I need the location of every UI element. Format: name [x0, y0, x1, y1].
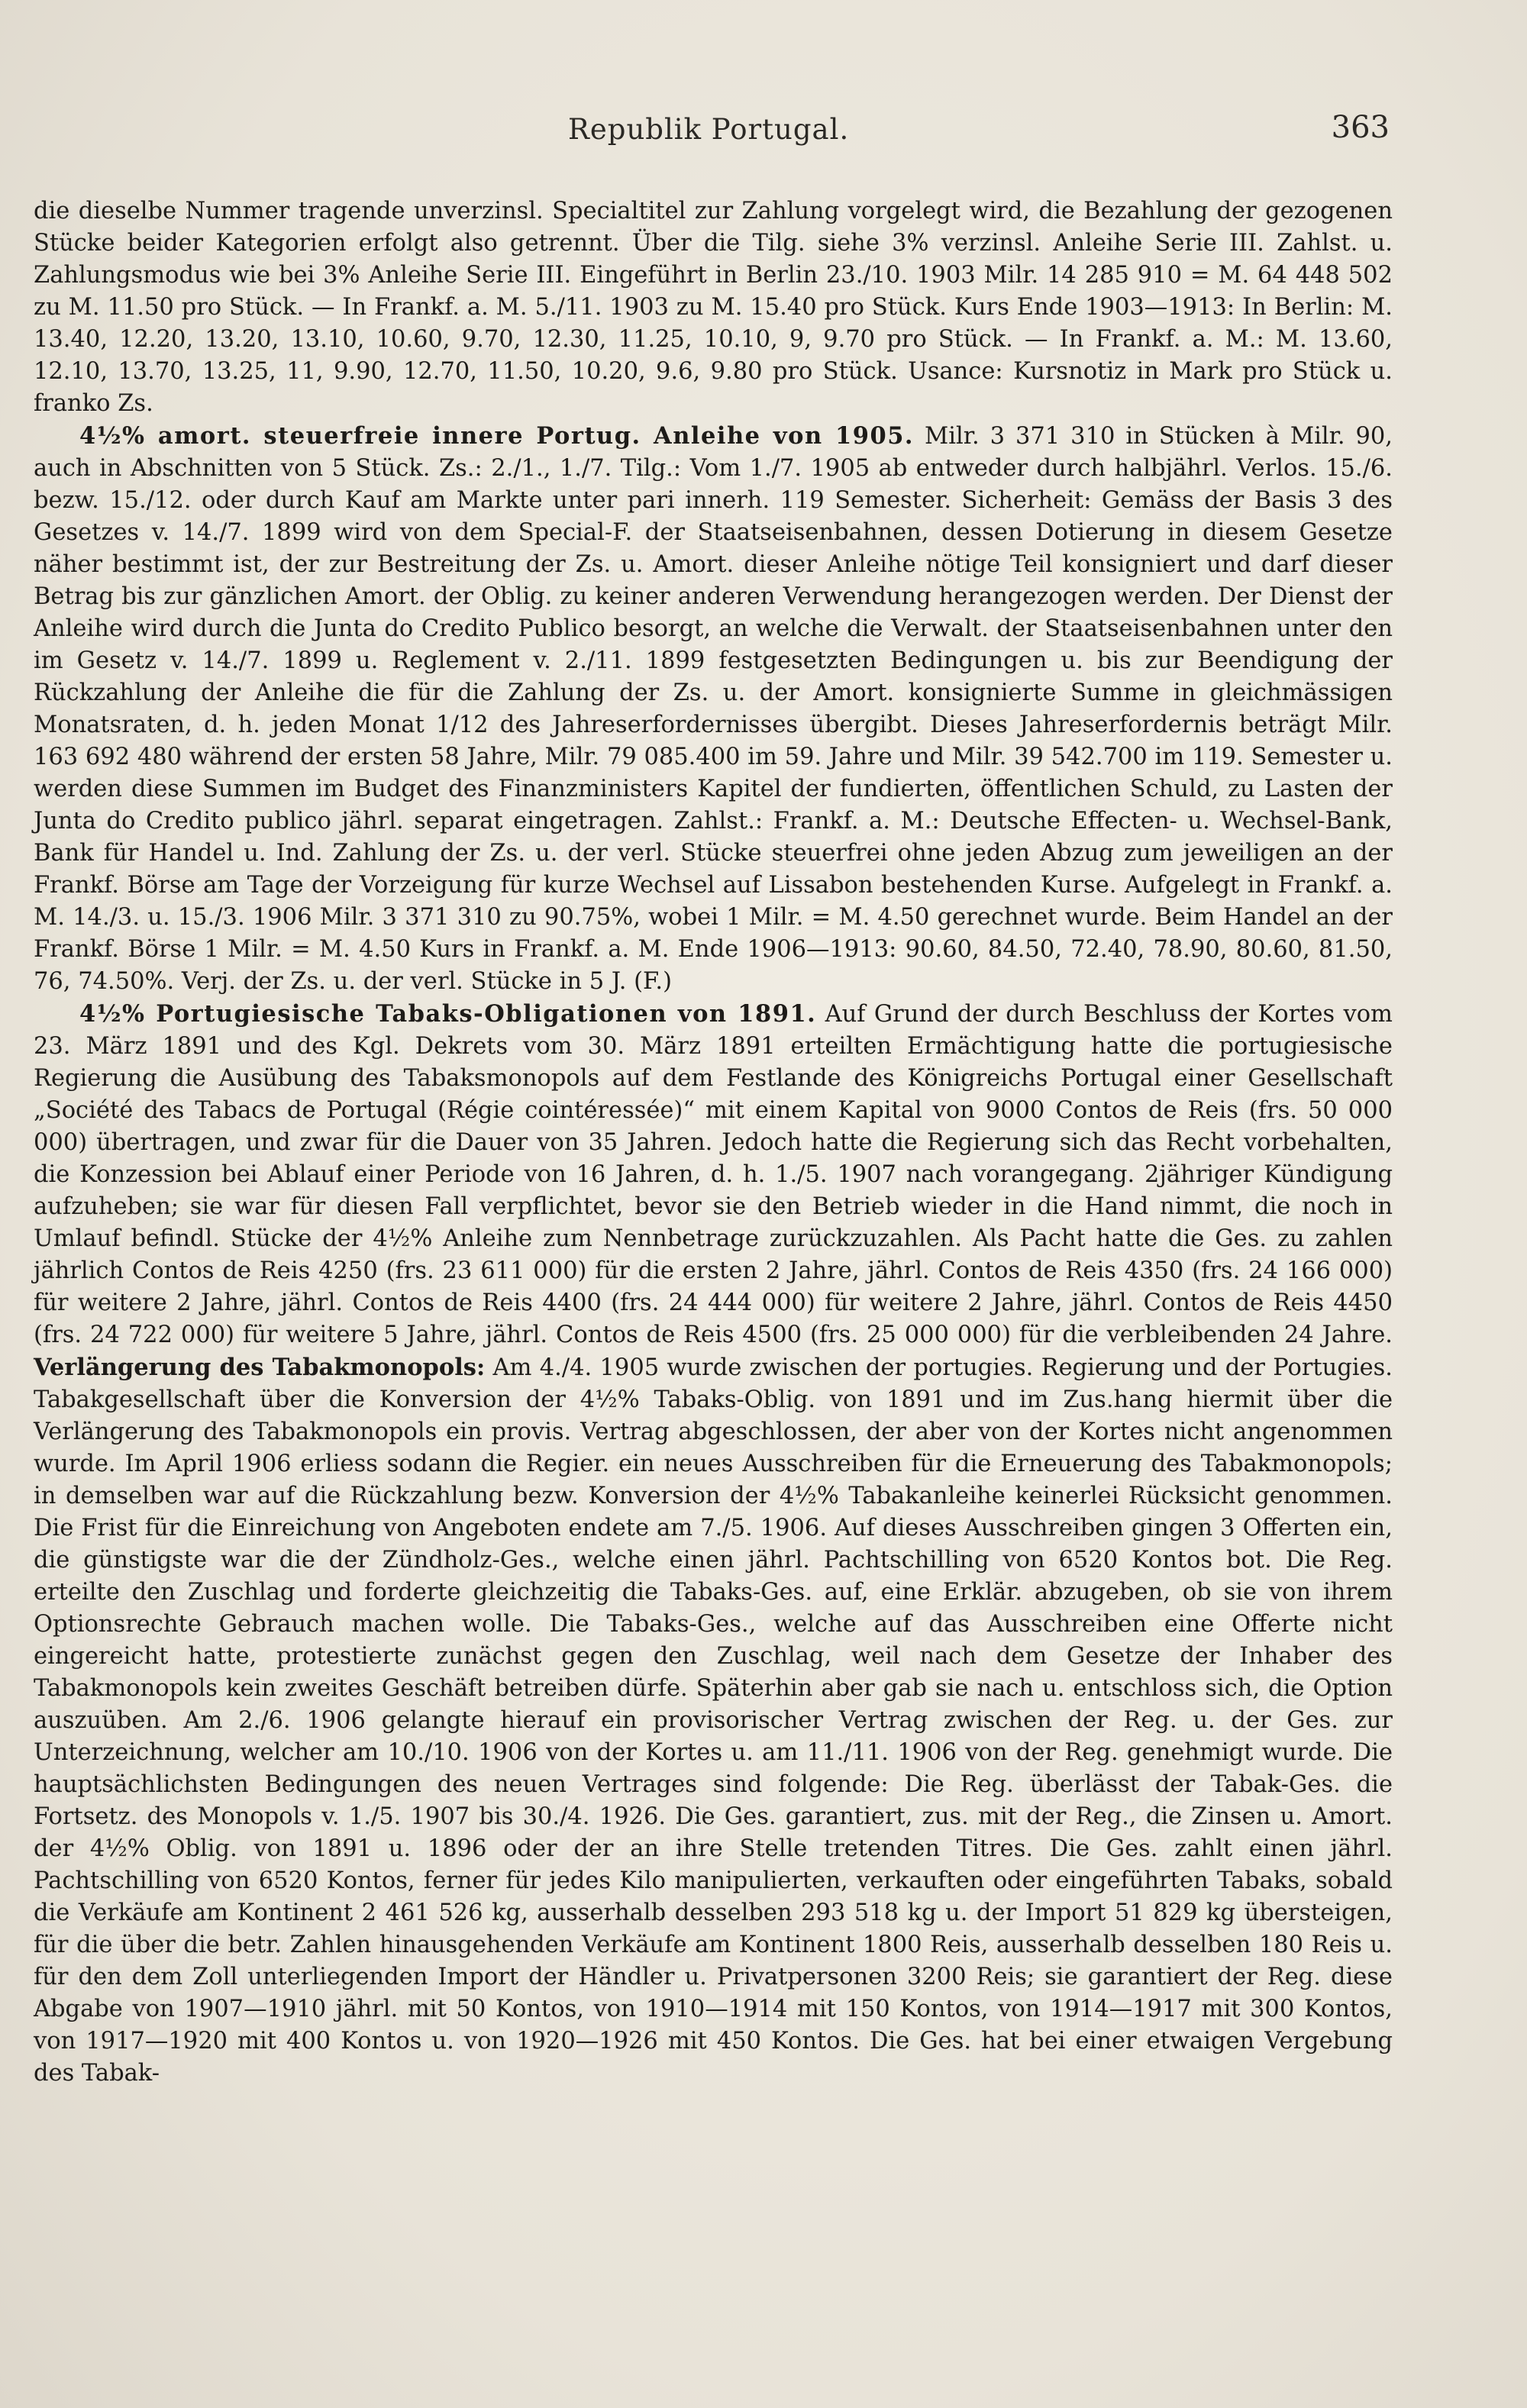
- subheading-verlaengerung: Verlängerung des Tabakmonopols:: [34, 1354, 486, 1381]
- section-heading-tabaks-obligationen: 4½% Portugiesische Tabaks-Obligationen von 1891.: [79, 1000, 817, 1028]
- paragraph-text: Am 4./4. 1905 wurde zwischen der portugies. Regierung und der Portugies. Tabakgesellschaft über die Konversion der 4½% Tabaks-Oblig. von 1891 und im Zus.hang hiermit über die Verlängerung des Tabakmonopols ein provis. Vertrag abgeschlossen, der aber von der Kortes nicht angenommen wurde. Im April 1906 erliess sodann die Regier. ein neues Ausschreiben für die Erneuerung des Tabakmonopols; in demselben war auf die Rückzahlung bezw. Konversion der 4½% Tabakanleihe keinerlei Rücksicht genommen. Die Frist für die Einreichung von Angeboten endete am 7./5. 1906. Auf dieses Ausschreiben gingen 3 Offerten ein, die günstigste war die der Zündholz-Ges., welche einen jährl. Pachtschilling von 6520 Kontos bot. Die Reg. erteilte den Zuschlag und forderte gleichzeitig die Tabaks-Ges. auf, eine Erklär. abzugeben, ob sie von ihrem Optionsrechte Gebrauch machen wolle. Die Tabaks-Ges., welche auf das Ausschreiben eine Offerte nicht eingereicht hatte, protestierte zunächst gegen den Zuschlag, weil nach dem Gesetze der Inhaber des Tabakmonopols kein zweites Geschäft betreiben dürfe. Späterhin aber gab sie nach u. entschloss sich, die Option auszuüben. Am 2./6. 1906 gelangte hierauf ein provisorischer Vertrag zwischen der Reg. u. der Ges. zur Unterzeichnung, welcher am 10./10. 1906 von der Kortes u. am 11./11. 1906 von der Reg. genehmigt wurde. Die hauptsächlichsten Bedingungen des neuen Vertrages sind folgende: Die Reg. überlässt der Tabak-Ges. die Fortsetz. des Monopols v. 1./5. 1907 bis 30./4. 1926. Die Ges. garantiert, zus. mit der Reg., die Zinsen u. Amort. der 4½% Oblig. von 1891 u. 1896 oder der an ihre Stelle tretenden Titres. Die Ges. zahlt einen jährl. Pachtschilling von 6520 Kontos, ferner für jedes Kilo manipulierten, verkauften oder eingeführten Tabaks, sobald die Verkäufe am Kontinent 2 461 526 kg, ausserhalb desselben 293 518 kg u. der Import 51 829 kg übersteigen, für die über die betr. Zahlen hinausgehenden Verkäufe am Kontinent 1800 Reis, ausserhalb desselben 180 Reis u. für den dem Zoll unterliegenden Import der Händler u. Privatpersonen 3200 Reis; sie garantiert der Reg. diese Abgabe von 1907—1910 jährl. mit 50 Kontos, von 1910—1914 mit 150 Kontos, von 1914—1917 mit 300 Kontos, von 1917—1920 mit 400 Kontos u. von 1920—1926 mit 450 Kontos. Die Ges. hat bei einer etwaigen Vergebung des Tabak-: [34, 1354, 1393, 2087]
- paragraph-tabaks-obligationen-1891: [34, 998, 1393, 2090]
- running-title: Republik Portugal.: [568, 113, 850, 146]
- page-number: 363: [1331, 110, 1390, 145]
- paragraph-continuation: [34, 195, 1393, 420]
- paragraph-text: Milr. 3 371 310 in Stücken à Milr. 90, auch in Abschnitten von 5 Stück. Zs.: 2./1., 1./7. Tilg.: Vom 1./7. 1905 ab entweder durch halbjährl. Verlos. 15./6. bezw. 15./12. oder durch Kauf am Markte unter pari innerh. 119 Semester. Sicherheit: Gemäss der Basis 3 des Gesetzes v. 14./7. 1899 wird von dem Special-F. der Staatseisenbahnen, dessen Dotierung in diesem Gesetze näher bestimmt ist, der zur Bestreitung der Zs. u. Amort. dieser Anleihe nötige Teil konsigniert und darf dieser Betrag bis zur gänzlichen Amort. der Oblig. zu keiner anderen Verwendung herangezogen werden. Der Dienst der Anleihe wird durch die Junta do Credito Publico besorgt, an welche die Verwalt. der Staatseisenbahnen unter den im Gesetz v. 14./7. 1899 u. Reglement v. 2./11. 1899 festgesetzten Bedingungen u. bis zur Beendigung der Rückzahlung der Anleihe die für die Zahlung der Zs. u. der Amort. konsignierte Summe in gleichmässigen Monatsraten, d. h. jeden Monat 1/12 des Jahreserfordernisses übergibt. Dieses Jahreserfordernis beträgt Milr. 163 692 480 während der ersten 58 Jahre, Milr. 79 085.400 im 59. Jahre und Milr. 39 542.700 im 119. Semester u. werden diese Summen im Budget des Finanzministers Kapitel der fundierten, öffentlichen Schuld, zu Lasten der Junta do Credito publico jährl. separat eingetragen. Zahlst.: Frankf. a. M.: Deutsche Effecten- u. Wechsel-Bank, Bank für Handel u. Ind. Zahlung der Zs. u. der verl. Stücke steuerfrei ohne jeden Abzug zum jeweiligen an der Frankf. Börse am Tage der Vorzeigung für kurze Wechsel auf Lissabon bestehenden Kurse. Aufgelegt in Frankf. a. M. 14./3. u. 15./3. 1906 Milr. 3 371 310 zu 90.75%, wobei 1 Milr. = M. 4.50 gerechnet wurde. Beim Handel an der Frankf. Börse 1 Milr. = M. 4.50 Kurs in Frankf. a. M. Ende 1906—1913: 90.60, 84.50, 72.40, 78.90, 80.60, 81.50, 76, 74.50%. Verj. der Zs. u. der verl. Stücke in 5 J. (F.): [34, 423, 1393, 995]
- page-header: [41, 110, 1390, 159]
- paragraph-text: die dieselbe Nummer tragende unverzinsl. Specialtitel zur Zahlung vorgelegt wird, die Bezahlung der gezogenen Stücke beider Kategorien erfolgt also getrennt. Über die Tilg. siehe 3% verzinsl. Anleihe Serie III. Zahlst. u. Zahlungsmodus wie bei 3% Anleihe Serie III. Eingeführt in Berlin 23./10. 1903 Milr. 14 285 910 = M. 64 448 502 zu M. 11.50 pro Stück. — In Frankf. a. M. 5./11. 1903 zu M. 15.40 pro Stück. Kurs Ende 1903—1913: In Berlin: M. 13.40, 12.20, 13.20, 13.10, 10.60, 9.70, 12.30, 11.25, 10.10, 9, 9.70 pro Stück. — In Frankf. a. M.: M. 13.60, 12.10, 13.70, 13.25, 11, 9.90, 12.70, 11.50, 10.20, 9.6, 9.80 pro Stück. Usance: Kursnotiz in Mark pro Stück u. franko Zs.: [34, 198, 1393, 417]
- paragraph-text: Auf Grund der durch Beschluss der Kortes vom 23. März 1891 und des Kgl. Dekrets vom 30. März 1891 erteilten Ermächtigung hatte die portugiesische Regierung die Ausübung des Tabaksmonopols auf dem Festlande des Königreichs Portugal einer Gesellschaft „Société des Tabacs de Portugal (Régie cointéressée)“ mit einem Kapital von 9000 Contos de Reis (frs. 50 000 000) übertragen, und zwar für die Dauer von 35 Jahren. Jedoch hatte die Regierung sich das Recht vorbehalten, die Konzession bei Ablauf einer Periode von 16 Jahren, d. h. 1./5. 1907 nach vorangegang. 2jähriger Kündigung aufzuheben; sie war für diesen Fall verpflichtet, bevor sie den Betrieb wieder in die Hand nimmt, die noch in Umlauf befindl. Stücke der 4½% Anleihe zum Nennbetrage zurückzuzahlen. Als Pacht hatte die Ges. zu zahlen jährlich Contos de Reis 4250 (frs. 23 611 000) für die ersten 2 Jahre, jährl. Contos de Reis 4350 (frs. 24 166 000) für weitere 2 Jahre, jährl. Contos de Reis 4400 (frs. 24 444 000) für weitere 2 Jahre, jährl. Contos de Reis 4450 (frs. 24 722 000) für weitere 5 Jahre, jährl. Contos de Reis 4500 (frs. 25 000 000) für die verbleibenden 24 Jahre.: [34, 1001, 1393, 1348]
- paragraph-portug-anleihe-1905: [34, 420, 1393, 998]
- body-text: [34, 195, 1393, 2090]
- section-heading-anleihe-1905: 4½% amort. steuerfreie innere Portug. Anleihe von 1905.: [79, 422, 915, 450]
